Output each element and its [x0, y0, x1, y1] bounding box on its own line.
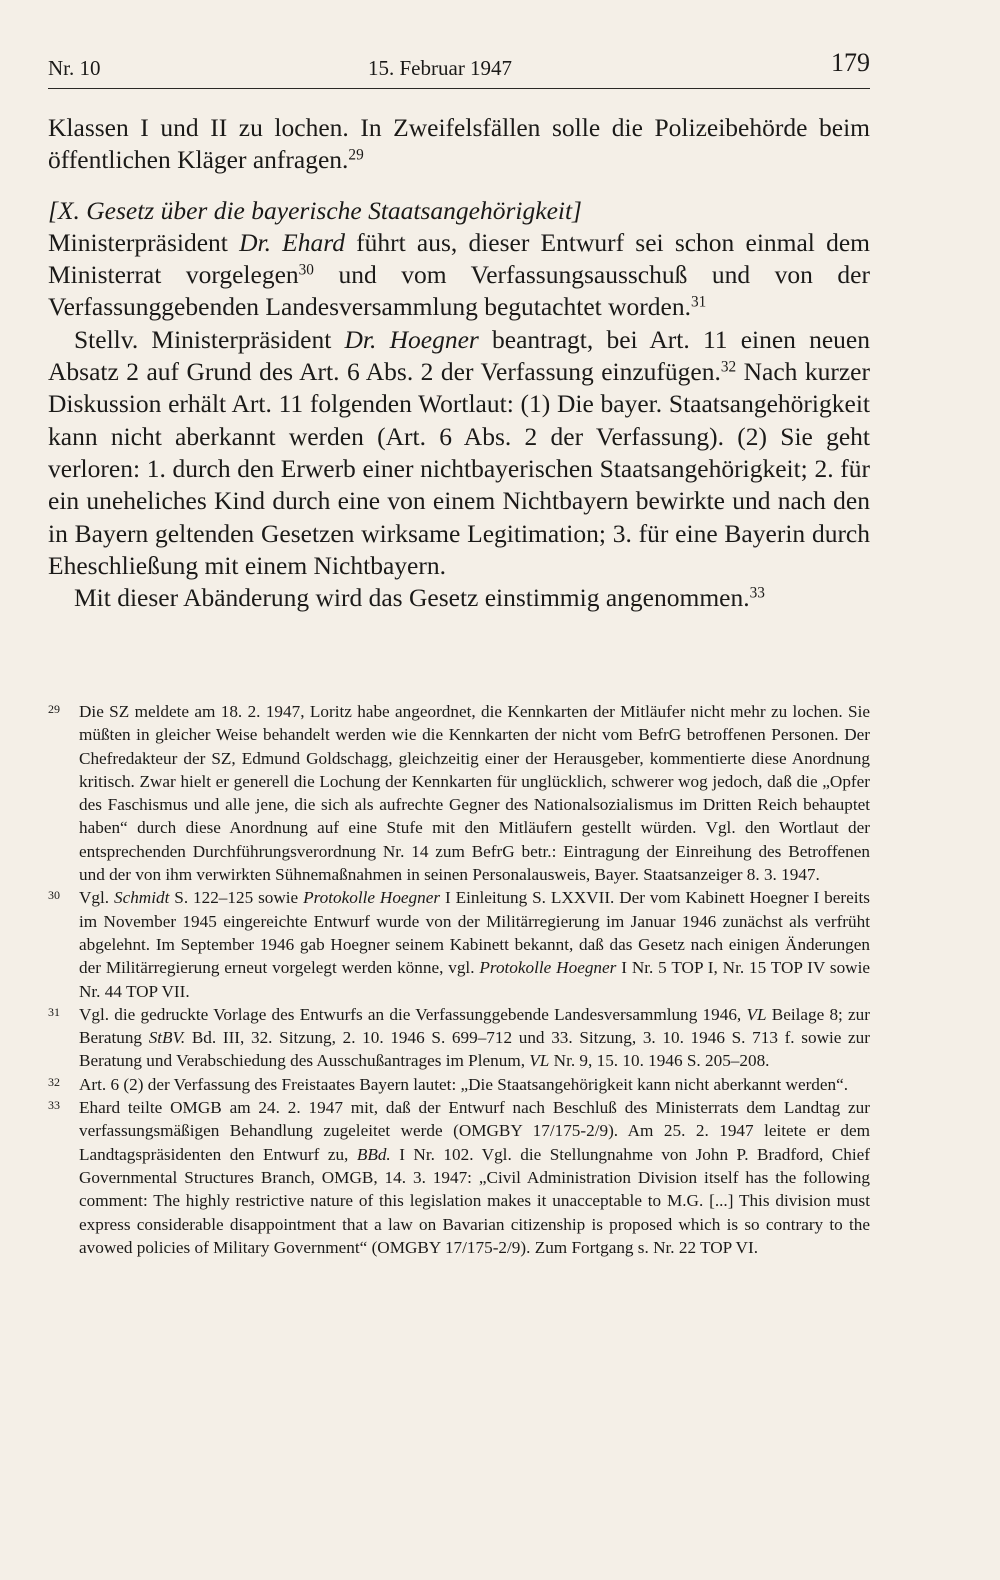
section-heading: [X. Gesetz über die bayerische Staatsangehörigkeit]: [48, 195, 582, 225]
footnote-33: 33 Ehard teilte OMGB am 24. 2. 1947 mit, daß der Entwurf nach Beschluß des Ministerrats dem Landtag zur verfassungsmäßigen Behandlung zugeleitet werde (OMGBY 17/175-2/9). Am 25. 2. 1947 leitete er dem Landtagspräsidenten den Entwurf zu, BBd. I Nr. 102. Vgl. die Stellungnahme von John P. Bradford, Chief Governmental Structures Branch, OMGB, 14. 3. 1947: „Civil Administration Division itself has the following comment: The highly restrictive nature of this legislation makes it unacceptable to M.G. [...] This division must express considerable disappointment that a law on Bavarian citizenship is proposed which is so contrary to the avowed policies of Military Government“ (OMGBY 17/175-2/9). Zum Fortgang s. Nr. 22 TOP VI.: [48, 1096, 870, 1259]
footnote-31: 31 Vgl. die gedruckte Vorlage des Entwurfs an die Verfassunggebende Landesversammlung 1946, VL Beilage 8; zur Beratung StBV. Bd. III, 32. Sitzung, 2. 10. 1946 S. 699–712 und 33. Sitzung, 3. 10. 1946 S. 713 f. sowie zur Beratung und Verabschiedung des Ausschußantrages im Plenum, VL Nr. 9, 15. 10. 1946 S. 205–208.: [48, 1003, 870, 1073]
issue-number: Nr. 10: [48, 56, 101, 80]
footnote-32: 32 Art. 6 (2) der Verfassung des Freistaates Bayern lautet: „Die Staatsangehörigkeit kann nicht aberkannt werden“.: [48, 1073, 870, 1096]
paragraph-1: Klassen I und II zu lochen. In Zweifelsfällen solle die Polizeibehörde beim öffentlichen Kläger anfragen.$^{29}$: [48, 113, 870, 175]
footnote-ref-30[interactable]: 30: [298, 261, 314, 279]
footnote-number: 31: [48, 1004, 60, 1019]
main-text: [48, 112, 870, 614]
paragraph-2: Ministerpräsident Dr. Ehard führt aus, dieser Entwurf sei schon einmal dem Ministerrat vorgelegen$^{30}$ und vom Verfassungsausschuß und von der Verfassunggebenden Landesversammlung begutachtet worden.$^{31}$: [48, 227, 870, 322]
footnote-number: 32: [48, 1074, 60, 1089]
footnote-ref-33[interactable]: 33: [749, 584, 765, 602]
footnote-ref-32[interactable]: 32: [720, 358, 737, 376]
header-date: 15. Februar 1947: [368, 56, 513, 80]
footnote-number: 30: [48, 888, 60, 903]
footnote-ref-31[interactable]: 31: [690, 294, 707, 312]
person-name: Dr. Ehard: [239, 227, 345, 257]
page-number: 179: [831, 48, 870, 77]
footnotes: [48, 700, 870, 1259]
paragraph-3: Stellv. Ministerpräsident Dr. Hoegner beantragt, bei Art. 11 einen neuen Absatz 2 auf Grund des Art. 6 Abs. 2 der Verfassung einzufügen.$^{32}$ Nach kurzer Diskussion erhält Art. 11 folgenden Wortlaut: (1) Die bayer. Staatsangehörigkeit kann nicht aberkannt werden (Art. 6 Abs. 2 der Verfassung). (2) Sie geht verloren: 1. durch den Erwerb einer nichtbayerischen Staatsangehörigkeit; 2. für ein uneheliches Kind durch eine von einem Nichtbayern bewirkte und nach den in Bayern geltenden Gesetzen wirksame Legitimation; 3. für eine Bayerin durch Eheschließung mit einem Nichtbayern.: [48, 324, 870, 580]
paragraph-4: Mit dieser Abänderung wird das Gesetz einstimmig angenommen.$^{33}$: [74, 583, 765, 613]
footnote-29: 29 Die SZ meldete am 18. 2. 1947, Loritz habe angeordnet, die Kennkarten der Mitläufer nicht mehr zu lochen. Sie müßten in gleicher Weise behandelt werden wie die Kennkarten der nicht vom BefrG betroffenen Personen. Der Chefredakteur der SZ, Edmund Goldschagg, gleichzeitig einer der Herausgeber, kommentierte diese Anordnung kritisch. Zwar hielt er generell die Lochung der Kennkarten für unglücklich, schwerer wog jedoch, daß die „Opfer des Faschismus und alle jene, die sich als aufrechte Gegner des Nationalsozialismus im Dritten Reich behauptet haben“ durch diese Anordnung auf eine Stufe mit den Mitläufern gestellt würden. Vgl. den Wortlaut der entsprechenden Durchführungsverordnung Nr. 14 zum BefrG betr.: Eintragung der Einreihung des Betroffenen und der von ihm verwirkten Sühnemaßnahmen in seinen Personalausweis, Bayer. Staatsanzeiger 8. 3. 1947.: [48, 700, 870, 886]
footnote-number: 29: [48, 702, 60, 716]
footnote-30: 30 Vgl. Schmidt S. 122–125 sowie Protokolle Hoegner I Einleitung S. LXXVII. Der vom Kabinett Hoegner I bereits im November 1945 eingereichte Entwurf wurde von der Militärregierung im Januar 1946 zunächst als verfrüht abgelehnt. Im September 1946 gab Hoegner seinem Kabinett bekannt, daß das Gesetz nach einigen Änderungen der Militärregierung erneut vorgelegt werden könne, vgl. Protokolle Hoegner I Nr. 5 TOP I, Nr. 15 TOP IV sowie Nr. 44 TOP VII.: [48, 886, 870, 1002]
person-name: Dr. Hoegner: [344, 324, 479, 354]
running-header: [48, 48, 870, 89]
footnote-ref-29[interactable]: 29: [348, 146, 364, 164]
footnote-number: 33: [48, 1098, 60, 1113]
